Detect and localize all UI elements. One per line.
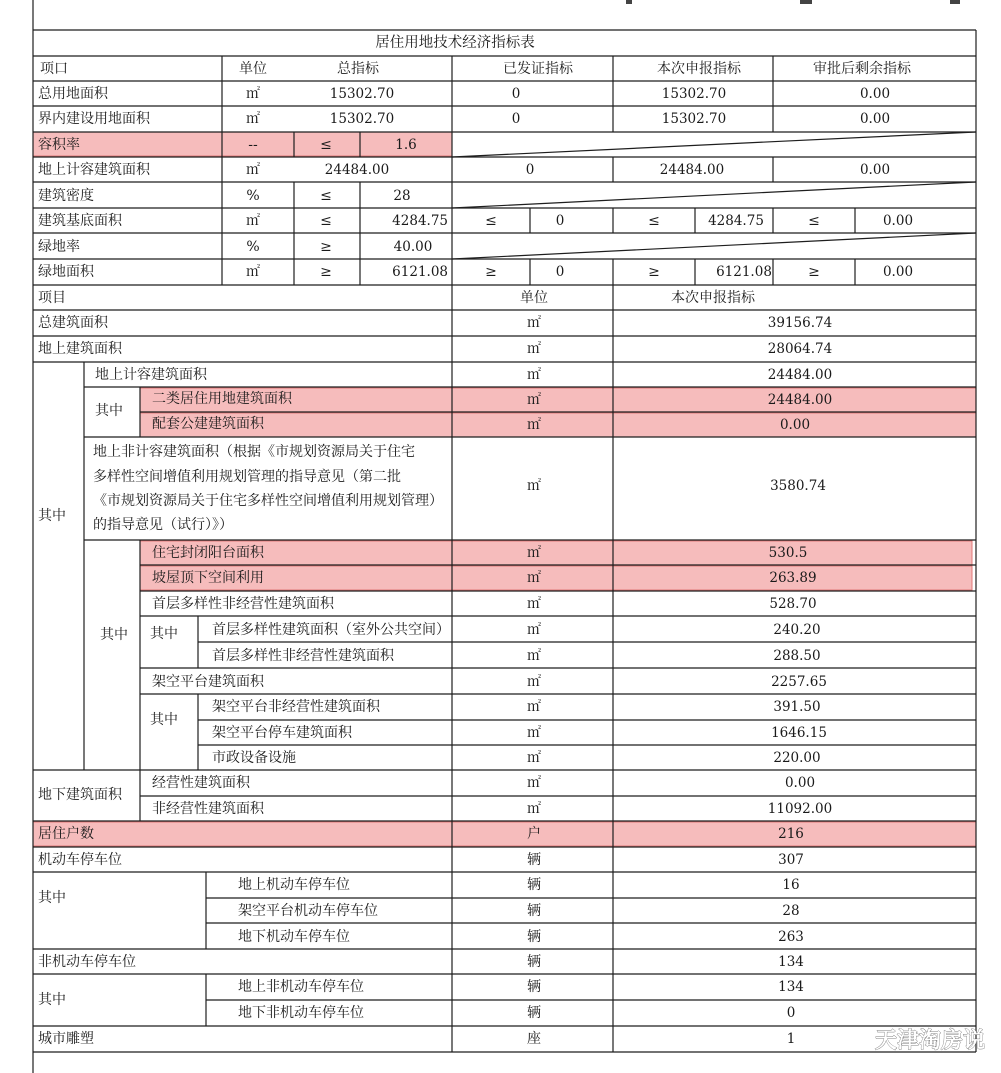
row-label: 城市雕塑 <box>38 1031 94 1047</box>
le-symbol: ≤ <box>648 213 660 229</box>
row-label: 架空平台停车建筑面积 <box>212 725 352 741</box>
unit-cell: % <box>246 188 260 204</box>
row-label: 架空平台建筑面积 <box>152 674 264 690</box>
unit-cell: ㎡ <box>527 392 541 408</box>
row-label: 地上计容建筑面积 <box>38 162 150 178</box>
value-cell: 528.70 <box>769 596 817 612</box>
le-symbol: ≤ <box>485 213 497 229</box>
unit-cell: 辆 <box>527 903 541 919</box>
value-cell: 530.5 <box>768 545 808 561</box>
value-cell: 391.50 <box>773 699 821 715</box>
highlight-balcony-row <box>140 541 972 565</box>
row-label: 配套公建建筑面积 <box>152 416 264 432</box>
group-label-qizhong: 其中 <box>38 508 66 524</box>
unit-cell: 辆 <box>527 1005 541 1021</box>
unit-cell: ㎡ <box>527 725 541 741</box>
value-cell: 0.00 <box>882 264 914 280</box>
grid-lines <box>33 0 976 1073</box>
row-label-line: 地上非计容建筑面积（根据《市规划资源局关于住宅 <box>93 444 415 460</box>
unit-cell: 辆 <box>527 979 541 995</box>
row-label: 坡屋顶下空间利用 <box>152 570 264 586</box>
ge-symbol: ≥ <box>320 264 332 280</box>
value-cell: 288.50 <box>773 648 821 664</box>
row-label: 二类居住用地建筑面积 <box>152 391 292 407</box>
value-cell: 16 <box>782 877 800 893</box>
row-label: 地上计容建筑面积 <box>95 367 207 383</box>
value-cell: 134 <box>778 979 804 995</box>
unit-cell: ㎡ <box>527 341 541 357</box>
row-label: 容积率 <box>38 137 80 153</box>
le-symbol: ≤ <box>808 213 820 229</box>
value-cell: 0 <box>555 213 565 229</box>
row-label: 首层多样性非经营性建筑面积 <box>212 648 394 664</box>
row-label: 机动车停车位 <box>38 852 122 868</box>
group-label-qizhong: 其中 <box>38 890 66 906</box>
unit-cell: ㎡ <box>527 622 541 638</box>
value-cell: 15302.70 <box>661 111 727 127</box>
value-cell: 240.20 <box>773 622 821 638</box>
row-label: 地下非机动车停车位 <box>238 1005 364 1021</box>
group-label-qizhong: 其中 <box>38 992 66 1008</box>
value-cell: 307 <box>778 852 804 868</box>
table-title: 居住用地技术经济指标表 <box>375 35 535 51</box>
highlight-households-row <box>33 822 976 846</box>
value-cell: 220.00 <box>773 750 821 766</box>
row-label: 市政设备设施 <box>212 750 296 766</box>
le-symbol: ≤ <box>320 188 332 204</box>
unit-cell: ㎡ <box>246 213 260 229</box>
row-label: 非经营性建筑面积 <box>152 801 264 817</box>
unit-cell: ㎡ <box>527 674 541 690</box>
row-label: 绿地率 <box>38 239 80 255</box>
row-label: 总用地面积 <box>38 86 108 102</box>
unit-cell: ㎡ <box>527 417 541 433</box>
value-cell: 3580.74 <box>770 478 826 494</box>
row-label: 住宅封闭阳台面积 <box>152 545 264 561</box>
row-label: 架空平台非经营性建筑面积 <box>212 699 380 715</box>
value-cell: 263 <box>778 929 804 945</box>
value-cell: 0.00 <box>779 417 811 433</box>
unit-cell: ㎡ <box>527 545 541 561</box>
row-label: 地上建筑面积 <box>38 341 122 357</box>
value-cell: 6121.08 <box>716 264 772 280</box>
unit-cell: 辆 <box>527 929 541 945</box>
value-cell: 134 <box>778 954 804 970</box>
group-label-qizhong: 其中 <box>150 626 178 642</box>
value-cell: 0.00 <box>784 775 816 791</box>
value-cell: 24484.00 <box>659 162 725 178</box>
col-header-item: 项口 <box>40 61 68 77</box>
le-symbol: ≤ <box>320 213 332 229</box>
row-label: 非机动车停车位 <box>38 954 136 970</box>
group-label-qizhong: 其中 <box>95 403 123 419</box>
row-label: 地上机动车停车位 <box>238 877 350 893</box>
col-header-remaining: 审批后剩余指标 <box>813 61 911 77</box>
group-label-qizhong: 其中 <box>100 627 128 643</box>
col-header-total: 总指标 <box>337 61 379 77</box>
row-label-line: 多样性空间增值利用规划管理的指导意见（第二批 <box>93 469 401 485</box>
value-cell: 0.00 <box>859 162 891 178</box>
value-cell: 0 <box>555 264 565 280</box>
unit-cell: ㎡ <box>246 111 260 127</box>
col-header-certified: 已发证指标 <box>503 61 573 77</box>
row-label: 绿地面积 <box>38 264 94 280</box>
unit-cell: ㎡ <box>527 750 541 766</box>
row-label: 居住户数 <box>38 826 94 842</box>
ge-symbol: ≥ <box>485 264 497 280</box>
unit-cell: ㎡ <box>246 264 260 280</box>
row-label: 建筑基底面积 <box>38 213 122 229</box>
value-cell: 4284.75 <box>392 213 448 229</box>
unit-cell: ㎡ <box>527 367 541 383</box>
value-cell: 0 <box>786 1005 796 1021</box>
row-label: 地下建筑面积 <box>38 787 122 803</box>
ge-symbol: ≥ <box>648 264 660 280</box>
detail-header-this: 本次申报指标 <box>671 290 755 306</box>
row-label: 架空平台机动车停车位 <box>238 903 378 919</box>
value-cell: 11092.00 <box>767 801 833 817</box>
highlight-layer <box>33 132 976 846</box>
unit-cell: ㎡ <box>527 596 541 612</box>
value-cell: 1.6 <box>395 137 417 153</box>
unit-cell: 辆 <box>527 852 541 868</box>
group-label-qizhong: 其中 <box>150 712 178 728</box>
unit-cell: ㎡ <box>246 162 260 178</box>
unit-cell: ㎡ <box>246 86 260 102</box>
value-cell: 28064.74 <box>767 341 833 357</box>
col-header-unit: 单位 <box>239 61 267 77</box>
value-cell: 24484.00 <box>324 162 390 178</box>
highlight-far-row <box>33 132 452 156</box>
value-cell: 4284.75 <box>708 213 764 229</box>
ge-symbol: ≥ <box>320 239 332 255</box>
value-cell: 0 <box>511 86 521 102</box>
value-cell: 24484.00 <box>767 392 833 408</box>
row-label-line: 的指导意见（试行）》） <box>93 517 233 533</box>
value-cell: 0 <box>511 111 521 127</box>
unit-cell: ㎡ <box>527 648 541 664</box>
col-header-this: 本次申报指标 <box>657 61 741 77</box>
unit-cell: ㎡ <box>527 699 541 715</box>
value-cell: 1 <box>786 1031 796 1047</box>
value-cell: 0 <box>525 162 535 178</box>
unit-cell: ㎡ <box>527 478 541 494</box>
ge-symbol: ≥ <box>808 264 820 280</box>
value-cell: 15302.70 <box>661 86 727 102</box>
le-symbol: ≤ <box>320 137 332 153</box>
unit-cell: ㎡ <box>527 775 541 791</box>
row-label: 界内建设用地面积 <box>38 111 150 127</box>
value-cell: 24484.00 <box>767 367 833 383</box>
value-cell: 15302.70 <box>329 86 395 102</box>
value-cell: 263.89 <box>769 570 817 586</box>
unit-cell: 辆 <box>527 954 541 970</box>
highlight-public-row <box>140 413 976 437</box>
value-cell: 0.00 <box>882 213 914 229</box>
value-cell: 216 <box>778 826 804 842</box>
value-cell: 40.00 <box>393 239 433 255</box>
highlight-attic-row <box>140 566 972 590</box>
unit-cell: -- <box>248 137 258 153</box>
row-label: 总建筑面积 <box>38 315 108 331</box>
value-cell: 28 <box>393 188 411 204</box>
unit-cell: 户 <box>527 826 541 842</box>
unit-cell: ㎡ <box>527 801 541 817</box>
row-label: 经营性建筑面积 <box>152 775 250 791</box>
row-label: 建筑密度 <box>38 188 94 204</box>
unit-cell: ㎡ <box>527 315 541 331</box>
watermark: 天津淘房说 <box>874 1028 985 1054</box>
value-cell: 0.00 <box>859 86 891 102</box>
value-cell: 39156.74 <box>767 315 833 331</box>
detail-header-unit: 单位 <box>520 290 548 306</box>
unit-cell: 座 <box>527 1031 541 1047</box>
value-cell: 0.00 <box>859 111 891 127</box>
row-label: 地上非机动车停车位 <box>238 979 364 995</box>
row-label-line: 《市规划资源局关于住宅多样性空间增值利用规划管理） <box>93 493 443 509</box>
value-cell: 2257.65 <box>771 674 827 690</box>
unit-cell: 辆 <box>527 877 541 893</box>
value-cell: 15302.70 <box>329 111 395 127</box>
row-label: 地下机动车停车位 <box>238 929 350 945</box>
value-cell: 28 <box>782 903 800 919</box>
detail-header-item: 项目 <box>38 290 66 306</box>
value-cell: 6121.08 <box>392 264 448 280</box>
unit-cell: ㎡ <box>527 570 541 586</box>
row-label: 首层多样性建筑面积（室外公共空间） <box>212 622 450 638</box>
value-cell: 1646.15 <box>771 725 827 741</box>
row-label: 首层多样性非经营性建筑面积 <box>152 596 334 612</box>
unit-cell: % <box>246 239 260 255</box>
